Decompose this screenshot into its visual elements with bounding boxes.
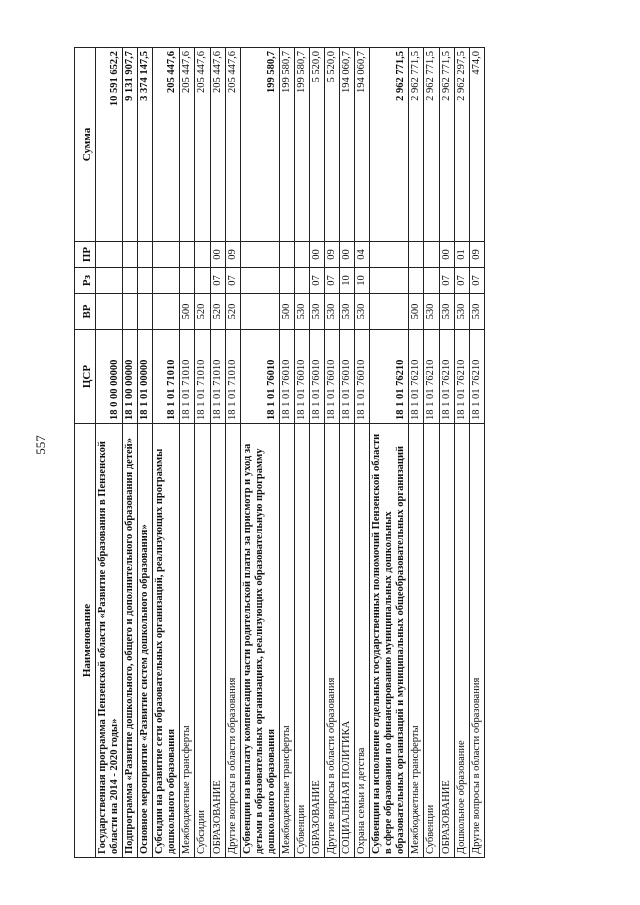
row-name: ОБРАЗОВАНИЕ	[439, 424, 454, 858]
row-vr	[96, 294, 123, 330]
row-pr: 04	[355, 242, 370, 268]
row-rz	[138, 268, 153, 294]
row-name: Субсидии	[195, 424, 210, 858]
row-rz: 10	[340, 268, 355, 294]
row-pr	[195, 242, 210, 268]
row-name: ОБРАЗОВАНИЕ	[210, 424, 225, 858]
row-sum: 205 447,6	[153, 48, 180, 242]
row-name: СОЦИАЛЬНАЯ ПОЛИТИКА	[340, 424, 355, 858]
row-vr: 530	[309, 294, 324, 330]
row-name: ОБРАЗОВАНИЕ	[309, 424, 324, 858]
row-pr	[240, 242, 279, 268]
row-pr	[180, 242, 195, 268]
row-name: Субвенции	[424, 424, 439, 858]
table-row	[153, 48, 180, 858]
table-row	[138, 48, 153, 858]
row-name: Государственная программа Пензенской области «Развитие образования в Пензенской области на 2014 - 2020 годы»	[96, 424, 123, 858]
row-rz	[240, 268, 279, 294]
table-row	[180, 48, 195, 858]
header-rz: Рз	[75, 268, 96, 294]
row-name: Другие вопросы в области образования	[469, 424, 484, 858]
row-sum: 205 447,6	[195, 48, 210, 242]
row-vr	[123, 294, 138, 330]
row-rz	[153, 268, 180, 294]
row-csr: 18 1 01 76010	[309, 330, 324, 424]
row-csr: 18 1 01 76210	[439, 330, 454, 424]
row-csr: 18 1 01 71010	[210, 330, 225, 424]
row-name: Подпрограмма «Развитие дошкольного, общего и дополнительного образования детей»	[123, 424, 138, 858]
row-vr: 530	[325, 294, 340, 330]
row-csr: 18 1 01 76210	[370, 330, 409, 424]
row-pr	[123, 242, 138, 268]
table-row	[370, 48, 409, 858]
table-row	[225, 48, 240, 858]
row-name: Межбюджетные трансферты	[180, 424, 195, 858]
row-vr: 520	[195, 294, 210, 330]
table-row	[279, 48, 294, 858]
row-rz: 07	[454, 268, 469, 294]
rotated-table-container	[74, 48, 534, 858]
row-pr	[279, 242, 294, 268]
row-sum: 3 374 147,5	[138, 48, 153, 242]
page-number: 557	[33, 435, 48, 455]
row-rz	[409, 268, 424, 294]
row-sum: 205 447,6	[180, 48, 195, 242]
row-sum: 2 962 297,5	[454, 48, 469, 242]
row-sum: 2 962 771,5	[370, 48, 409, 242]
row-csr: 18 1 01 71010	[180, 330, 195, 424]
row-rz: 10	[355, 268, 370, 294]
row-pr	[153, 242, 180, 268]
row-pr: 00	[309, 242, 324, 268]
row-vr: 530	[340, 294, 355, 330]
table-row	[123, 48, 138, 858]
table-row	[469, 48, 484, 858]
row-vr: 530	[294, 294, 309, 330]
table-row	[424, 48, 439, 858]
row-name: Субвенции	[294, 424, 309, 858]
row-pr: 00	[210, 242, 225, 268]
row-sum: 474,0	[469, 48, 484, 242]
row-pr	[424, 242, 439, 268]
row-csr: 18 1 01 71010	[153, 330, 180, 424]
table-row	[355, 48, 370, 858]
table-row	[240, 48, 279, 858]
row-sum: 199 580,7	[294, 48, 309, 242]
header-csr: ЦСР	[75, 330, 96, 424]
row-sum: 2 962 771,5	[409, 48, 424, 242]
table-row	[195, 48, 210, 858]
row-name: Другие вопросы в области образования	[325, 424, 340, 858]
row-vr: 530	[469, 294, 484, 330]
row-name: Субсидии на развитие сети образовательных организаций, реализующих программы дошкольного образования	[153, 424, 180, 858]
row-vr: 530	[439, 294, 454, 330]
row-sum: 9 131 907,7	[123, 48, 138, 242]
budget-table	[74, 47, 485, 858]
row-name: Межбюджетные трансферты	[279, 424, 294, 858]
row-sum: 199 580,7	[279, 48, 294, 242]
row-sum: 205 447,6	[225, 48, 240, 242]
row-csr: 18 1 00 00000	[123, 330, 138, 424]
row-pr: 09	[325, 242, 340, 268]
row-pr	[294, 242, 309, 268]
header-vr: ВР	[75, 294, 96, 330]
row-rz	[424, 268, 439, 294]
row-sum: 194 060,7	[355, 48, 370, 242]
row-rz: 07	[210, 268, 225, 294]
row-csr: 18 1 01 76010	[340, 330, 355, 424]
row-vr: 530	[424, 294, 439, 330]
header-name: Наименование	[75, 424, 96, 858]
row-rz: 07	[439, 268, 454, 294]
row-vr: 500	[279, 294, 294, 330]
row-vr: 500	[180, 294, 195, 330]
row-sum: 2 962 771,5	[424, 48, 439, 242]
row-pr: 00	[439, 242, 454, 268]
table-frame	[74, 48, 534, 858]
row-name: Основное мероприятие «Развитие систем дошкольного образования»	[138, 424, 153, 858]
table-row	[96, 48, 123, 858]
row-csr: 18 1 01 76010	[325, 330, 340, 424]
row-vr	[370, 294, 409, 330]
row-csr: 18 1 01 71010	[195, 330, 210, 424]
table-row	[439, 48, 454, 858]
row-sum: 5 520,0	[325, 48, 340, 242]
row-name: Дошкольное образование	[454, 424, 469, 858]
table-body	[96, 48, 485, 858]
row-pr	[409, 242, 424, 268]
row-vr: 530	[355, 294, 370, 330]
table-row	[325, 48, 340, 858]
row-sum: 194 060,7	[340, 48, 355, 242]
row-csr: 18 1 01 76010	[240, 330, 279, 424]
row-rz	[279, 268, 294, 294]
row-name: Субвенции на выплату компенсации части родительской платы за присмотр и уход за детьми в образовательных организациях, реализующих образовательную программу дошкольного образования	[240, 424, 279, 858]
row-csr: 18 1 01 71010	[225, 330, 240, 424]
row-rz: 07	[309, 268, 324, 294]
row-sum: 2 962 771,5	[439, 48, 454, 242]
row-pr	[138, 242, 153, 268]
row-vr	[153, 294, 180, 330]
row-pr: 09	[225, 242, 240, 268]
table-row	[309, 48, 324, 858]
row-rz	[370, 268, 409, 294]
table-row	[454, 48, 469, 858]
row-pr	[370, 242, 409, 268]
row-vr: 520	[225, 294, 240, 330]
row-pr	[96, 242, 123, 268]
row-rz	[180, 268, 195, 294]
table-row	[294, 48, 309, 858]
row-sum: 5 520,0	[309, 48, 324, 242]
row-rz: 07	[325, 268, 340, 294]
header-row	[75, 48, 96, 858]
row-csr: 18 1 01 76210	[409, 330, 424, 424]
row-rz	[123, 268, 138, 294]
row-sum: 199 580,7	[240, 48, 279, 242]
row-vr: 520	[210, 294, 225, 330]
row-rz: 07	[225, 268, 240, 294]
row-name: Охрана семьи и детства	[355, 424, 370, 858]
row-csr: 18 1 01 76210	[454, 330, 469, 424]
row-name: Другие вопросы в области образования	[225, 424, 240, 858]
row-vr: 500	[409, 294, 424, 330]
row-pr: 00	[340, 242, 355, 268]
row-csr: 18 1 01 76210	[469, 330, 484, 424]
row-vr	[138, 294, 153, 330]
table-header	[75, 48, 96, 858]
row-csr: 18 0 00 00000	[96, 330, 123, 424]
row-csr: 18 1 01 76010	[294, 330, 309, 424]
row-sum: 10 591 652,2	[96, 48, 123, 242]
row-name: Субвенции на исполнение отдельных государственных полномочий Пензенской области в сфере образования по финансированию муниципальных дошкольных образовательных организаций и муниципальных общеобразовательных организаций	[370, 424, 409, 858]
row-csr: 18 1 01 76010	[355, 330, 370, 424]
row-pr: 09	[469, 242, 484, 268]
header-pr: ПР	[75, 242, 96, 268]
row-rz	[96, 268, 123, 294]
header-sum: Сумма	[75, 48, 96, 242]
row-rz: 07	[469, 268, 484, 294]
row-rz	[294, 268, 309, 294]
row-vr: 530	[454, 294, 469, 330]
row-csr: 18 1 01 76210	[424, 330, 439, 424]
row-rz	[195, 268, 210, 294]
row-pr: 01	[454, 242, 469, 268]
row-sum: 205 447,6	[210, 48, 225, 242]
table-row	[340, 48, 355, 858]
table-row	[409, 48, 424, 858]
row-csr: 18 1 01 00000	[138, 330, 153, 424]
table-row	[210, 48, 225, 858]
row-csr: 18 1 01 76010	[279, 330, 294, 424]
row-vr	[240, 294, 279, 330]
row-name: Межбюджетные трансферты	[409, 424, 424, 858]
